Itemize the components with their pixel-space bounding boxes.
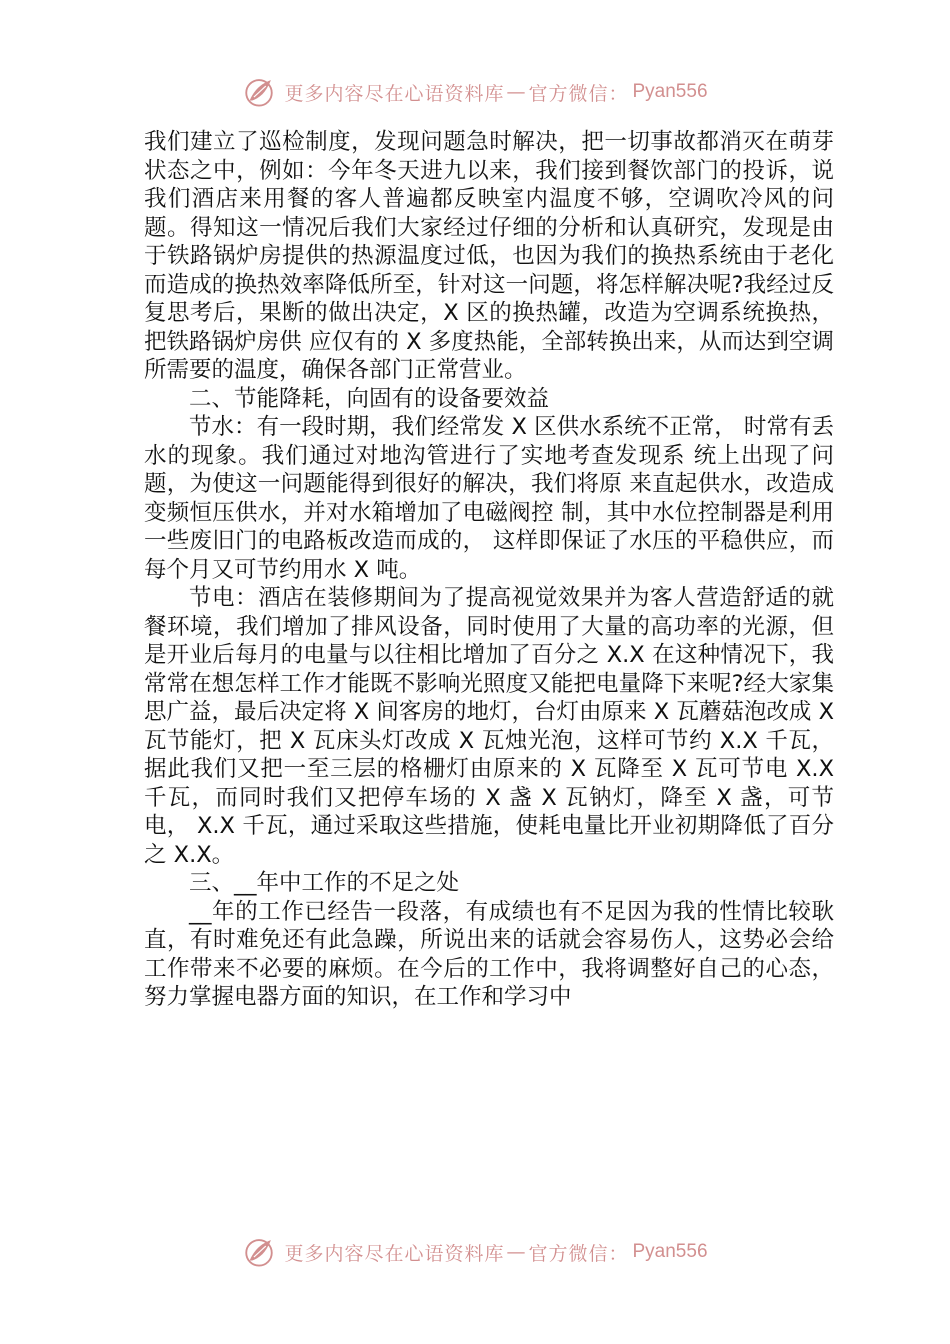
watermark-text: 更多内容尽在心语资料库 — [284, 82, 505, 105]
section-heading-shortcomings: 三、__年中工作的不足之处 — [189, 870, 460, 896]
footer-watermark — [0, 1232, 950, 1272]
watermark-contact-id: Pyan556 — [632, 1241, 708, 1262]
paragraph-shortcomings: __年的工作已经告一段落，有成绩也有不足因为我的性情比较耿直，有时难免还有此急躁，所说出来的话就会容易伤人，这势必会给工作带来不必要的麻烦。在今后的工作中，我将调整好自己的心态，努力掌握电器方面的知识，在工作和学习中 — [144, 898, 834, 1010]
watermark-contact-label: 官方微信： — [528, 1242, 629, 1265]
leaf-logo-icon — [242, 1235, 276, 1269]
header-watermark — [0, 72, 950, 112]
paragraph-inspection: 我们建立了巡检制度，发现问题急时解决，把一切事故都消灭在萌芽状态之中，例如：今年冬天进九以来，我们接到餐饮部门的投诉，说我们酒店来用餐的客人普遍都反映室内温度不够，空调吹冷风的问题。得知这一情况后我们大家经过仔细的分析和认真研究，发现是由于铁路锅炉房提供的热源温度过低，也因为我们的换热系统由于老化而造成的换热效率降低所至，针对这一问题，将怎样解决呢?我经过反复思考后，果断的做出决定，X 区的换热罐，改造为空调系统换热，把铁路锅炉房供 应仅有的 X 多度热能，全部转换出来，从而达到空调所需要的温度，确保各部门正常营业。 — [144, 129, 834, 383]
paragraph-electricity-saving: 节电：酒店在装修期间为了提高视觉效果并为客人营造舒适的就餐环境，我们增加了排风设备，同时使用了大量的高功率的光源，但是开业后每月的电量与以往相比增加了百分之 X.X 在这种情况下，我常常在想怎样工作才能既不影响光照度又能把电量降下来呢?经大家集思广益，最后决定将 X 间客房的地灯，台灯由原来 X 瓦蘑菇泡改成 X 瓦节能灯，把 X 瓦床头灯改成 X 瓦烛光泡，这样可节约 X.X 千瓦，据此我们又把一至三层的格栅灯由原来的 X 瓦降至 X 瓦可节电 X.X 千瓦，而同时我们又把停车场的 X 盏 X 瓦钠灯，降至 X 盏，可节电， X.X 千瓦，通过采取这些措施，使耗电量比开业初期降低了百分之 X.X。 — [144, 585, 834, 868]
leaf-logo-icon — [242, 75, 276, 109]
document-body — [144, 128, 834, 1012]
watermark-contact-label: 官方微信： — [528, 82, 629, 105]
watermark-separator: — — [506, 1241, 527, 1263]
watermark-contact-id: Pyan556 — [632, 81, 708, 102]
watermark-separator: — — [506, 81, 527, 103]
section-heading-energy-saving: 二、节能降耗，向固有的设备要效益 — [189, 385, 550, 412]
paragraph-water-saving: 节水：有一段时期，我们经常发 X 区供水系统不正常， 时常有丢水的现象。我们通过对地沟管进行了实地考查发现系 统上出现了问题，为使这一问题能得到很好的解决，我们将原 来直起供水，改造成变频恒压供水，并对水箱增加了电磁阀控 制，其中水位控制器是利用一些废旧门的电路板改造而成的， 这样即保证了水压的平稳供应，而每个月又可节约用水 X 吨。 — [144, 414, 834, 583]
watermark-text: 更多内容尽在心语资料库 — [284, 1242, 505, 1265]
